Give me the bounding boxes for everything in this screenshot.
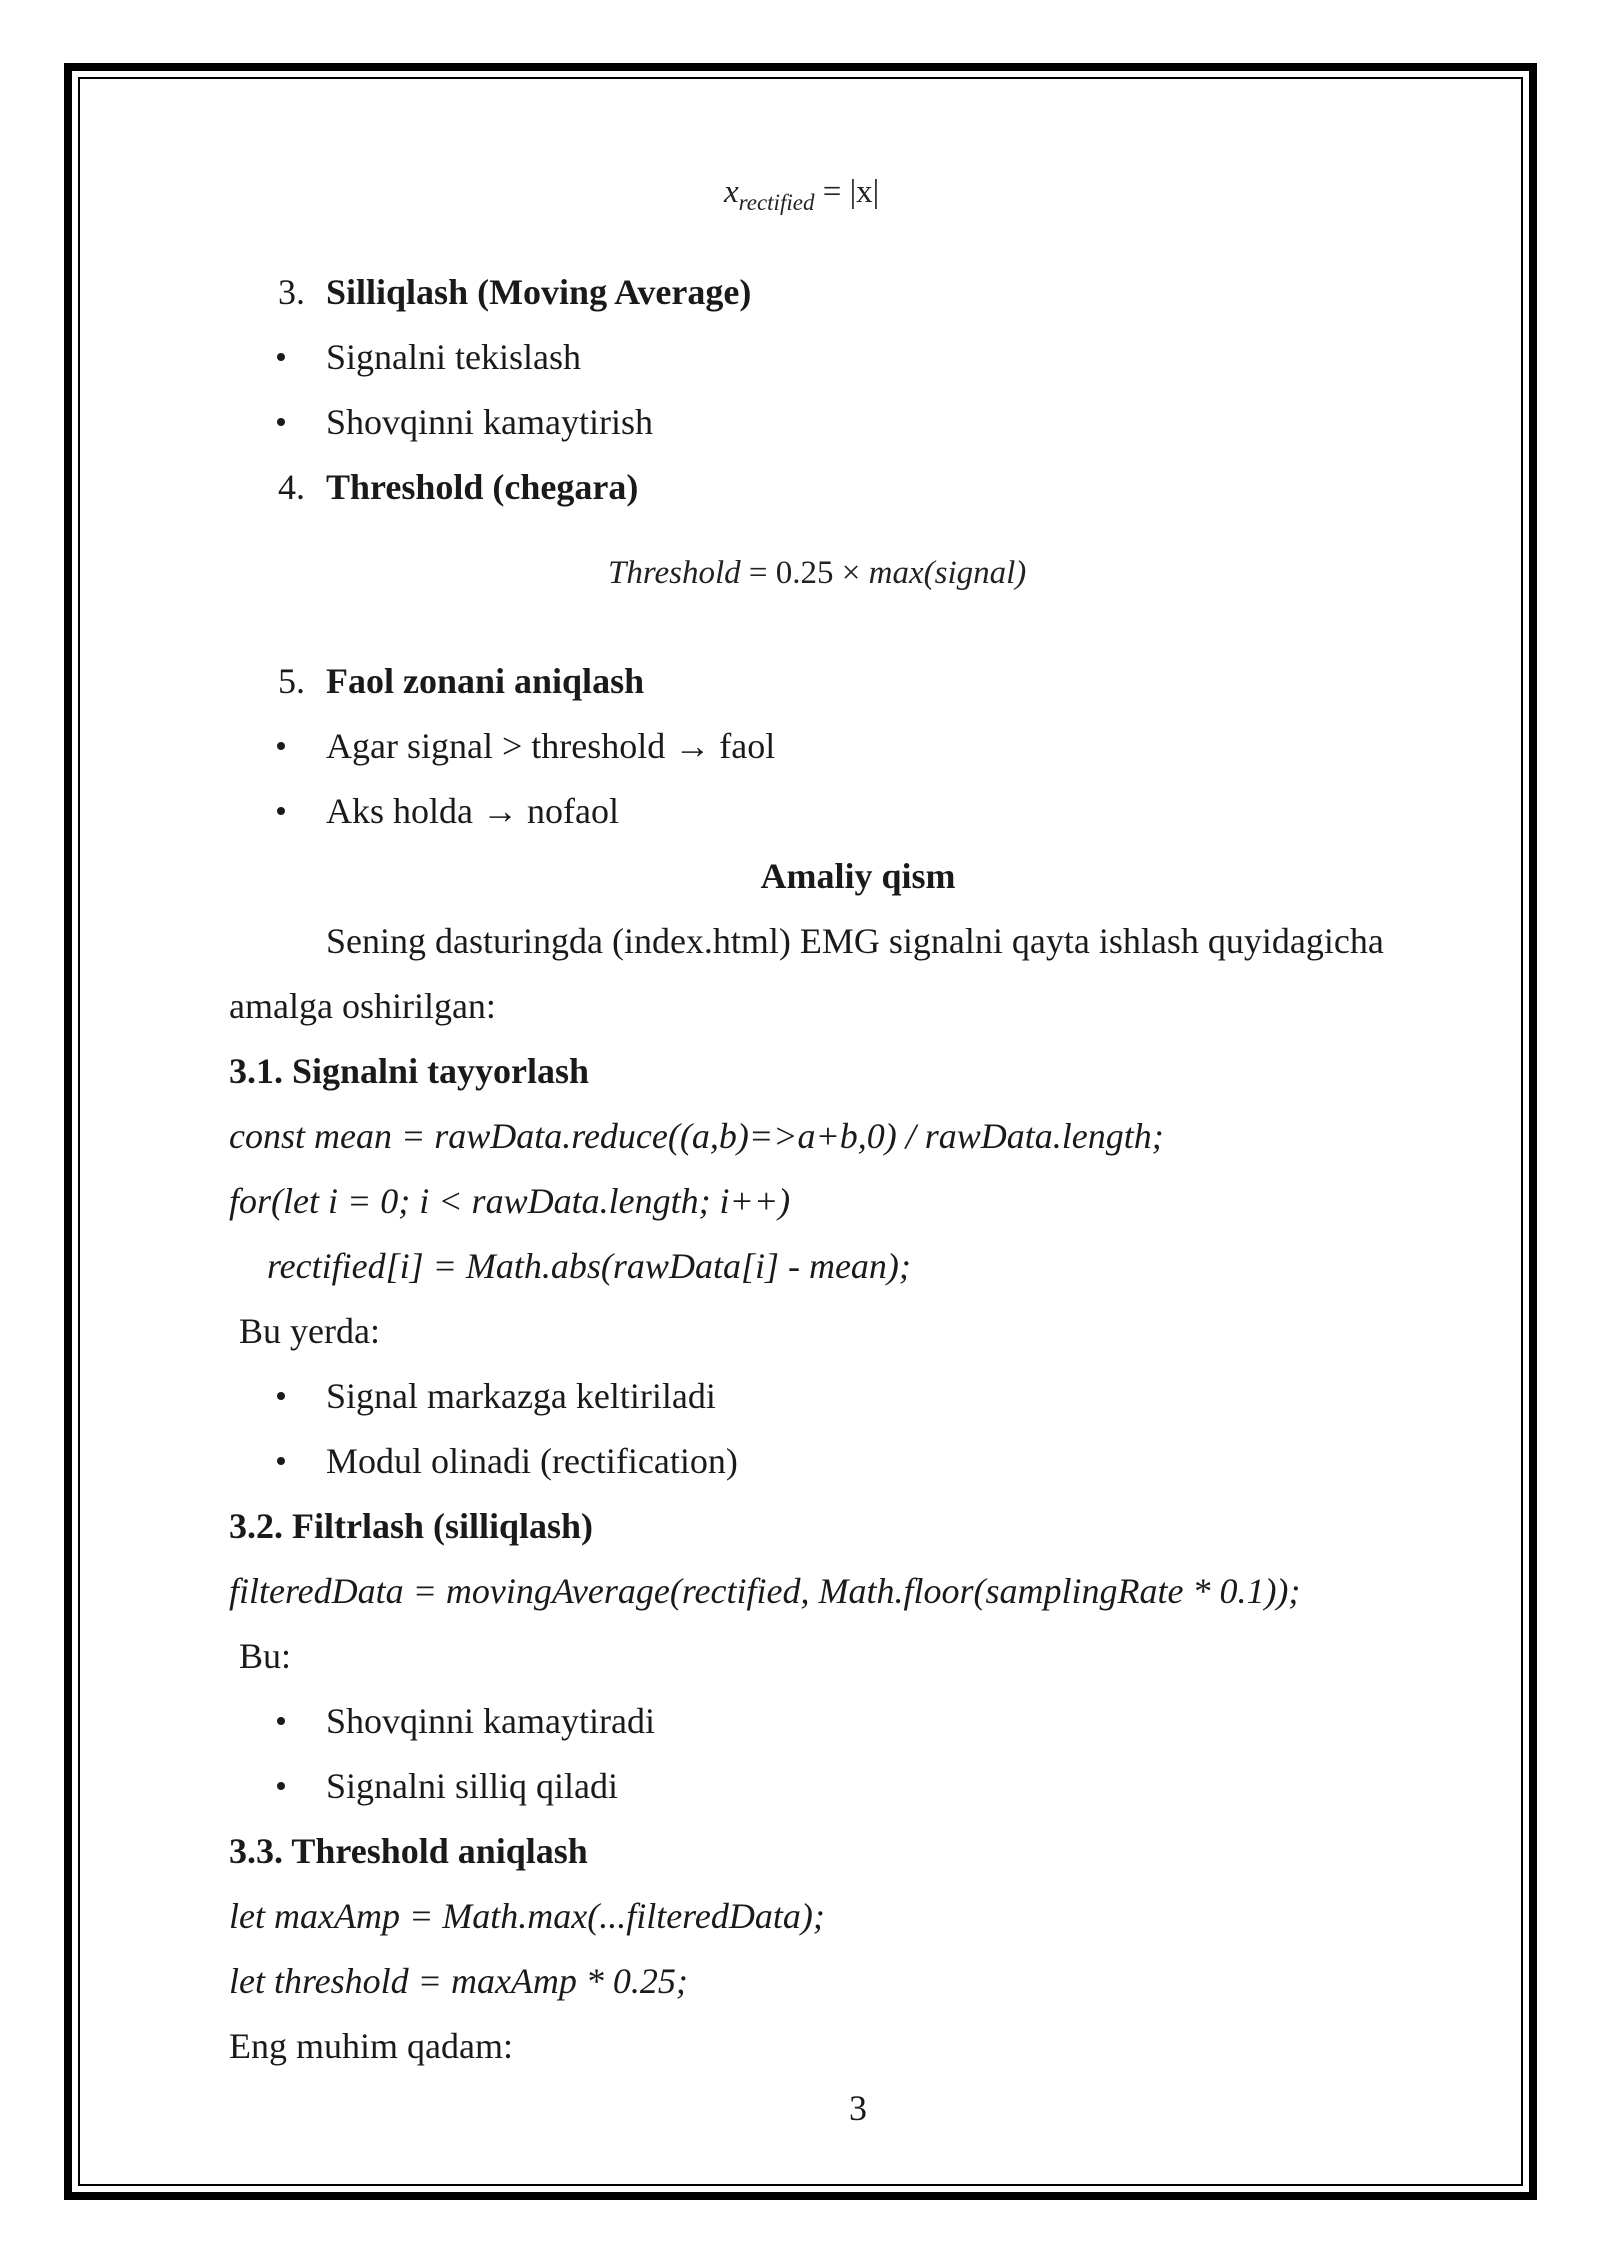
formula-rectified-sub: rectified	[738, 190, 815, 215]
list-item: Modul olinadi (rectification)	[326, 1441, 738, 1481]
code-line: rectified[i] = Math.abs(rawData[i] - mean);	[267, 1246, 911, 1286]
list-item: Aks holda → nofaol	[326, 791, 619, 831]
formula-threshold-func: max	[868, 555, 924, 591]
code-line: let maxAmp = Math.max(...filteredData);	[229, 1896, 825, 1936]
formula-threshold-arg: (signal)	[923, 555, 1027, 591]
list-item: Shovqinni kamaytiradi	[326, 1701, 655, 1741]
note-text: Bu yerda:	[239, 1311, 380, 1351]
bullet-icon	[277, 742, 285, 750]
code-line: for(let i = 0; i < rawData.length; i++)	[229, 1181, 791, 1221]
section-5-title: Faol zonani aniqlash	[326, 661, 645, 701]
note-text: Bu:	[239, 1636, 292, 1676]
section-3-number: 3.	[278, 272, 305, 312]
subsection-3-3-title: 3.3. Threshold aniqlash	[229, 1831, 588, 1871]
subsection-3-1-title: 3.1. Signalni tayyorlash	[229, 1051, 590, 1091]
bullet-icon	[277, 1717, 285, 1725]
code-line: filteredData = movingAverage(rectified, Math.floor(samplingRate * 0.1));	[229, 1571, 1301, 1611]
list-item: Signal markazga keltiriladi	[326, 1376, 716, 1416]
section-4-title: Threshold (chegara)	[326, 467, 639, 507]
list-item: Shovqinni kamaytirish	[326, 402, 653, 442]
section-4-number: 4.	[278, 467, 305, 507]
formula-rectified	[724, 170, 879, 225]
bullet-icon	[277, 1457, 285, 1465]
list-item: Signalni tekislash	[326, 337, 581, 377]
formula-threshold	[608, 551, 1026, 595]
formula-threshold-eq: = 0.25 ×	[748, 555, 861, 591]
list-item: Agar signal > threshold → faol	[326, 726, 776, 766]
formula-rectified-base: x	[724, 174, 739, 210]
code-line: const mean = rawData.reduce((a,b)=>a+b,0) / rawData.length;	[229, 1116, 1164, 1156]
formula-threshold-lhs: Threshold	[608, 555, 741, 591]
intro-paragraph-line-2: amalga oshirilgan:	[229, 986, 496, 1026]
list-item: Signalni silliq qiladi	[326, 1766, 619, 1806]
bullet-icon	[277, 1782, 285, 1790]
bullet-icon	[277, 807, 285, 815]
bullet-icon	[277, 1392, 285, 1400]
code-line: let threshold = maxAmp * 0.25;	[229, 1961, 688, 2001]
section-heading-practical: Amaliy qism	[760, 856, 956, 896]
bullet-icon	[277, 418, 285, 426]
note-text: Eng muhim qadam:	[229, 2026, 513, 2066]
bullet-icon	[277, 353, 285, 361]
intro-paragraph-line-1: Sening dasturingda (index.html) EMG signalni qayta ishlash quyidagicha	[326, 921, 1384, 961]
subsection-3-2-title: 3.2. Filtrlash (silliqlash)	[229, 1506, 594, 1546]
formula-rectified-rhs: = |x|	[822, 174, 880, 210]
section-5-number: 5.	[278, 661, 305, 701]
section-3-title: Silliqlash (Moving Average)	[326, 272, 752, 312]
page-number: 3	[849, 2088, 867, 2128]
